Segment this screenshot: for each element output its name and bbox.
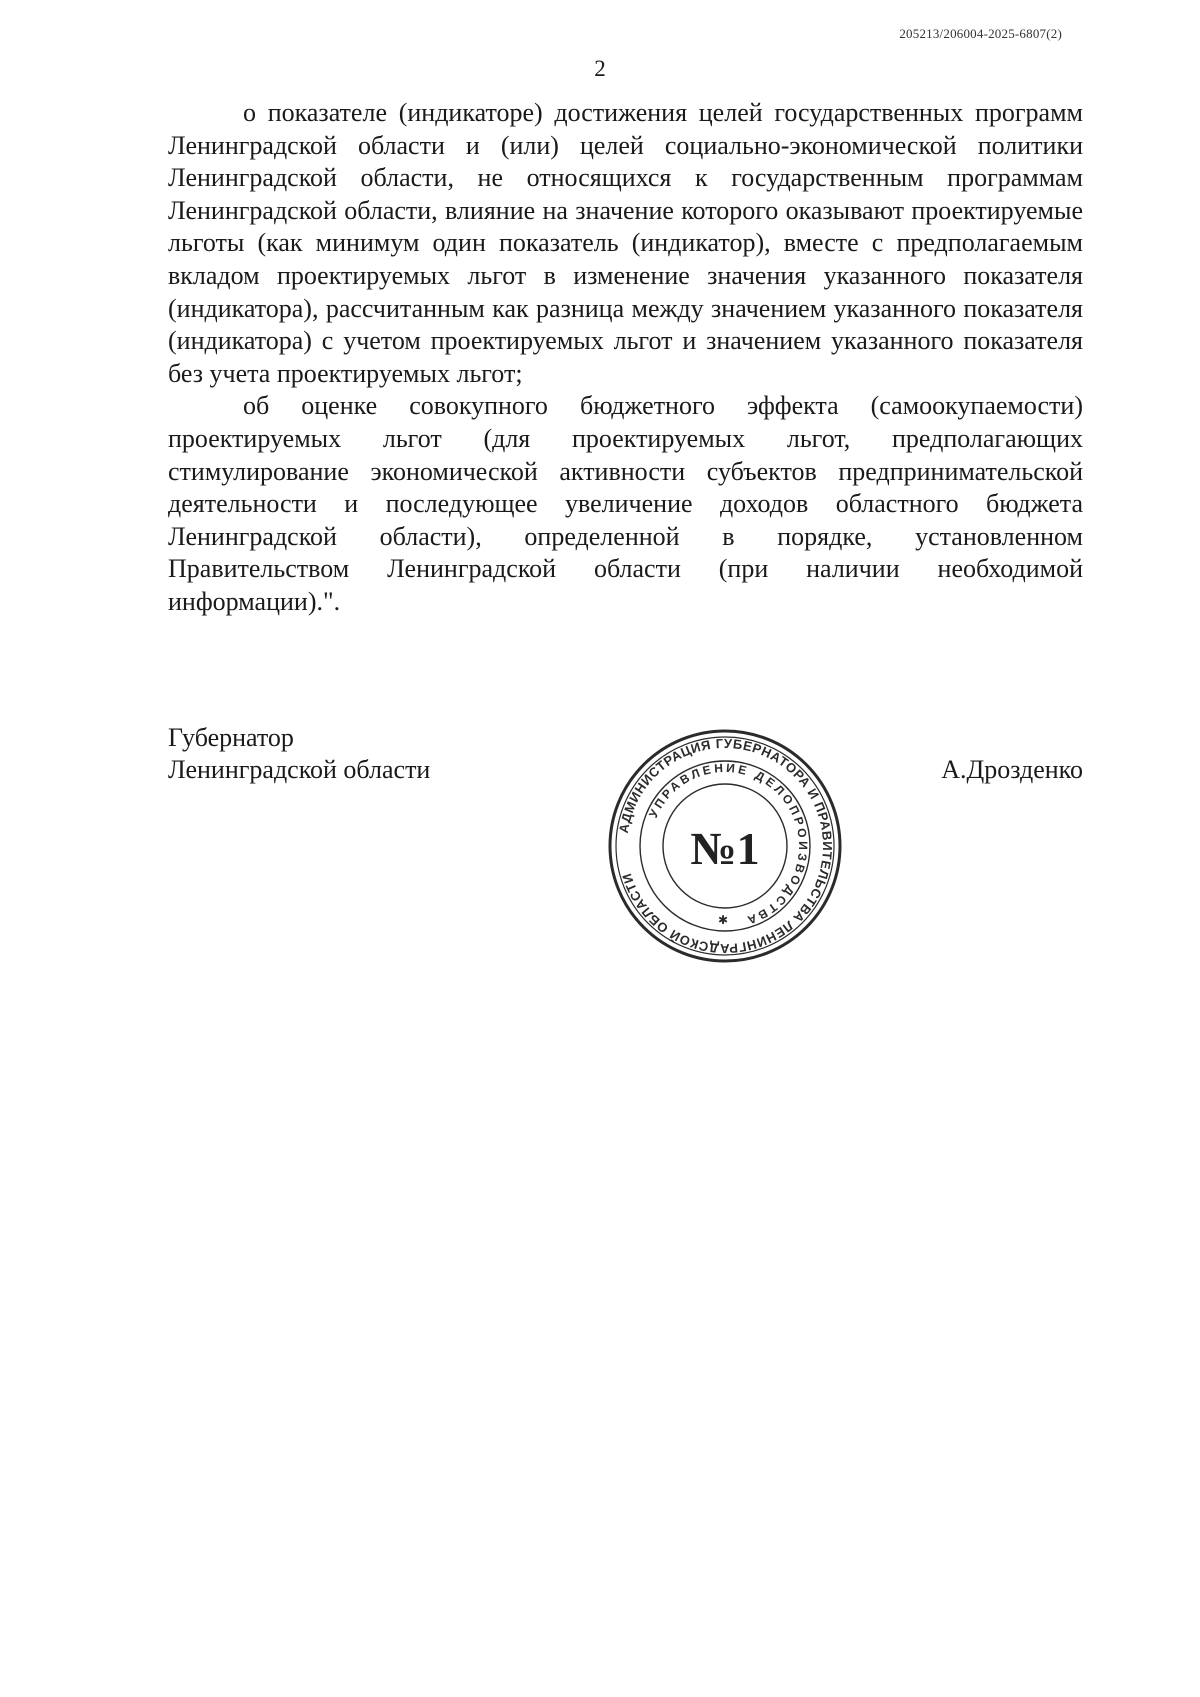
signatory-name: А.Дрозденко [941, 755, 1083, 784]
seal-inner-text: УПРАВЛЕНИЕ ДЕЛОПРОИЗВОДСТВА [646, 760, 811, 929]
body-paragraph: о показателе (индикаторе) достижения целей государственных программ Ленинградской области и (или) целей социально-экономической политики Ленинградской области, не относящихся к государственным программам Ленинградской области, влияние на значение которого оказывают проектируемые льготы (как минимум один показатель (индикатор), вместе с предполагаемым вкладом проектируемых льгот в изменение значения указанного показателя (индикатора), рассчитанным как разница между значением указанного показателя (индикатора) с учетом проектируемых льгот и значением указанного показателя без учета проектируемых льгот; [168, 98, 1083, 388]
signatory-title [168, 722, 430, 786]
seal-center-number: №1 [690, 823, 760, 874]
signatory-title-line: Губернатор [168, 723, 294, 752]
seal-star-icon: ✱ [717, 913, 729, 927]
page-number: 2 [594, 56, 606, 81]
body-paragraph: об оценке совокупного бюджетного эффекта (самоокупаемости) проектируемых льгот (для проектируемых льгот, предполагающих стимулирование экономической активности субъектов предпринимательской деятельности и последующее увеличение доходов областного бюджета Ленинградской области), определенной в порядке, установленном Правительством Ленинградской области (при наличии необходимой информации).". [168, 391, 1083, 616]
seal-outer-text: АДМИНИСТРАЦИЯ ГУБЕРНАТОРА И ПРАВИТЕЛЬСТВА ЛЕНИНГРАДСКОЙ ОБЛАСТИ [615, 735, 836, 957]
signatory-title-line: Ленинградской области [168, 755, 431, 784]
document-registration-number: 205213/206004-2025-6807(2) [899, 26, 1062, 41]
document-body [168, 97, 1083, 619]
official-seal-stamp [607, 728, 843, 964]
